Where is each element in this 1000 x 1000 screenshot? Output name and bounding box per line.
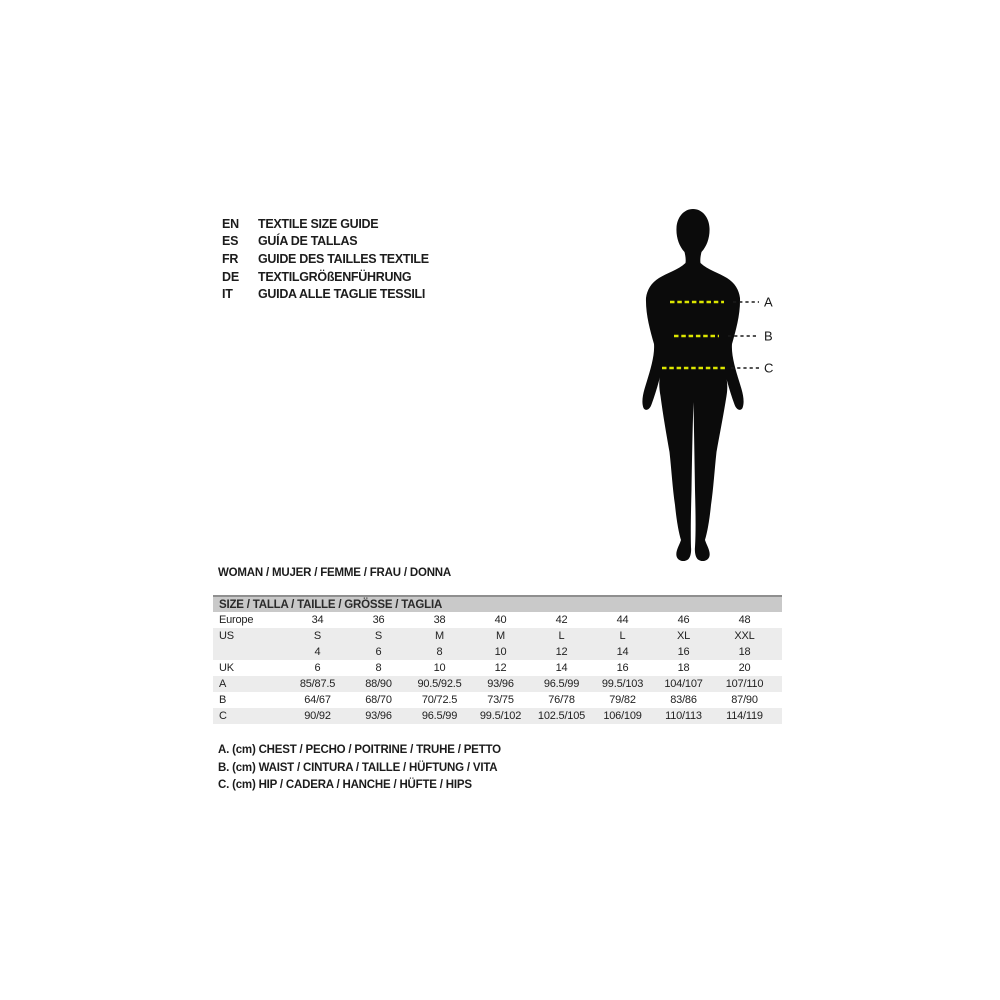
size-table-row xyxy=(213,628,782,644)
size-cell: 99.5/102 xyxy=(479,710,522,722)
size-table xyxy=(213,595,782,724)
size-cell: 110/113 xyxy=(665,710,702,722)
size-row-cells xyxy=(287,630,775,642)
marker-label-b: B xyxy=(764,328,773,344)
size-table-body xyxy=(213,612,782,724)
size-table-row xyxy=(213,676,782,692)
language-title: TEXTILGRÖßENFÜHRUNG xyxy=(258,269,412,284)
language-row xyxy=(222,285,429,303)
size-cell: 88/90 xyxy=(365,678,392,690)
measurement-figure xyxy=(620,190,820,580)
size-table-row xyxy=(213,612,782,628)
size-row-cells xyxy=(287,646,775,658)
language-title: GUIDE DES TAILLES TEXTILE xyxy=(258,251,429,266)
size-cell: 104/107 xyxy=(664,678,703,690)
size-cell: 6 xyxy=(314,662,321,674)
size-cell: 70/72.5 xyxy=(421,694,458,706)
size-cell: 90/92 xyxy=(304,710,331,722)
size-cell: M xyxy=(435,630,444,642)
size-cell: 34 xyxy=(311,614,324,626)
size-cell: 93/96 xyxy=(365,710,392,722)
language-row xyxy=(222,215,429,233)
size-cell: L xyxy=(619,630,626,642)
size-cell: 96.5/99 xyxy=(421,710,458,722)
size-row-cells xyxy=(287,662,775,674)
language-code: FR xyxy=(222,251,239,266)
size-cell: L xyxy=(558,630,565,642)
size-cell: 83/86 xyxy=(670,694,697,706)
size-cell: 18 xyxy=(677,662,690,674)
size-cell: 12 xyxy=(555,646,568,658)
language-code: DE xyxy=(222,269,239,284)
size-cell: 114/119 xyxy=(726,710,763,722)
marker-label-c: C xyxy=(764,360,774,376)
size-cell: 16 xyxy=(616,662,629,674)
language-list xyxy=(222,215,429,303)
legend-item: C. (cm) HIP / CADERA / HANCHE / HÜFTE / HIPS xyxy=(218,779,472,792)
language-code: IT xyxy=(222,287,233,302)
measurement-legend xyxy=(218,744,501,797)
size-cell: 38 xyxy=(433,614,446,626)
size-system-label: B xyxy=(219,694,227,706)
size-cell: 93/96 xyxy=(487,678,514,690)
size-system-label: UK xyxy=(219,662,234,674)
language-title: TEXTILE SIZE GUIDE xyxy=(258,216,379,231)
size-row-cells xyxy=(287,694,775,706)
size-cell: 46 xyxy=(677,614,690,626)
size-cell: XXL xyxy=(734,630,755,642)
size-cell: 12 xyxy=(494,662,507,674)
size-table-row xyxy=(213,660,782,676)
woman-silhouette-graphic xyxy=(620,190,820,580)
size-cell: 40 xyxy=(494,614,507,626)
size-system-label: C xyxy=(219,710,227,722)
gender-section-title: WOMAN / MUJER / FEMME / FRAU / DONNA xyxy=(218,567,452,579)
size-row-cells xyxy=(287,710,775,722)
size-cell: 79/82 xyxy=(609,694,636,706)
size-system-label: US xyxy=(219,630,234,642)
size-row-cells xyxy=(287,678,775,690)
size-cell: 36 xyxy=(372,614,385,626)
size-cell: 8 xyxy=(436,646,443,658)
size-cell: 107/110 xyxy=(725,678,764,690)
size-cell: 20 xyxy=(738,662,751,674)
size-cell: 64/67 xyxy=(304,694,331,706)
language-row xyxy=(222,268,429,286)
size-cell: 8 xyxy=(375,662,382,674)
size-cell: 14 xyxy=(555,662,568,674)
size-cell: 44 xyxy=(616,614,629,626)
size-cell: 48 xyxy=(738,614,751,626)
woman-silhouette xyxy=(642,209,743,561)
size-system-label: A xyxy=(219,678,227,690)
size-cell: 102.5/105 xyxy=(537,710,586,722)
size-cell: 10 xyxy=(494,646,507,658)
size-cell: M xyxy=(496,630,505,642)
language-title: GUIDA ALLE TAGLIE TESSILI xyxy=(258,287,426,302)
size-cell: 85/87.5 xyxy=(299,678,336,690)
size-cell: 73/75 xyxy=(487,694,514,706)
size-row-cells xyxy=(287,614,775,626)
size-cell: XL xyxy=(676,630,691,642)
language-code: EN xyxy=(222,216,239,231)
size-system-label: Europe xyxy=(219,614,254,626)
size-table-row xyxy=(213,692,782,708)
size-cell: 16 xyxy=(677,646,690,658)
legend-item: B. (cm) WAIST / CINTURA / TAILLE / HÜFTUNG / VITA xyxy=(218,761,498,774)
size-cell: 14 xyxy=(616,646,629,658)
language-code: ES xyxy=(222,234,239,249)
size-table-header: SIZE / TALLA / TAILLE / GRÖSSE / TAGLIA xyxy=(213,595,782,612)
size-cell: 4 xyxy=(314,646,321,658)
language-row xyxy=(222,250,429,268)
size-cell: 18 xyxy=(738,646,751,658)
size-cell: 68/70 xyxy=(365,694,392,706)
size-cell: 42 xyxy=(555,614,568,626)
size-cell: 96.5/99 xyxy=(543,678,580,690)
size-cell: 87/90 xyxy=(731,694,758,706)
size-table-row xyxy=(213,708,782,724)
size-cell: 90.5/92.5 xyxy=(417,678,462,690)
marker-label-a: A xyxy=(764,294,773,310)
language-row xyxy=(222,233,429,251)
size-cell: 76/78 xyxy=(548,694,575,706)
size-table-row xyxy=(213,644,782,660)
language-title: GUÍA DE TALLAS xyxy=(258,234,358,249)
size-cell: 99.5/103 xyxy=(601,678,644,690)
size-cell: 10 xyxy=(433,662,446,674)
size-cell: S xyxy=(313,630,322,642)
size-cell: 106/109 xyxy=(603,710,642,722)
size-cell: S xyxy=(374,630,383,642)
size-cell: 6 xyxy=(375,646,382,658)
legend-item: A. (cm) CHEST / PECHO / POITRINE / TRUHE / PETTO xyxy=(218,744,501,756)
